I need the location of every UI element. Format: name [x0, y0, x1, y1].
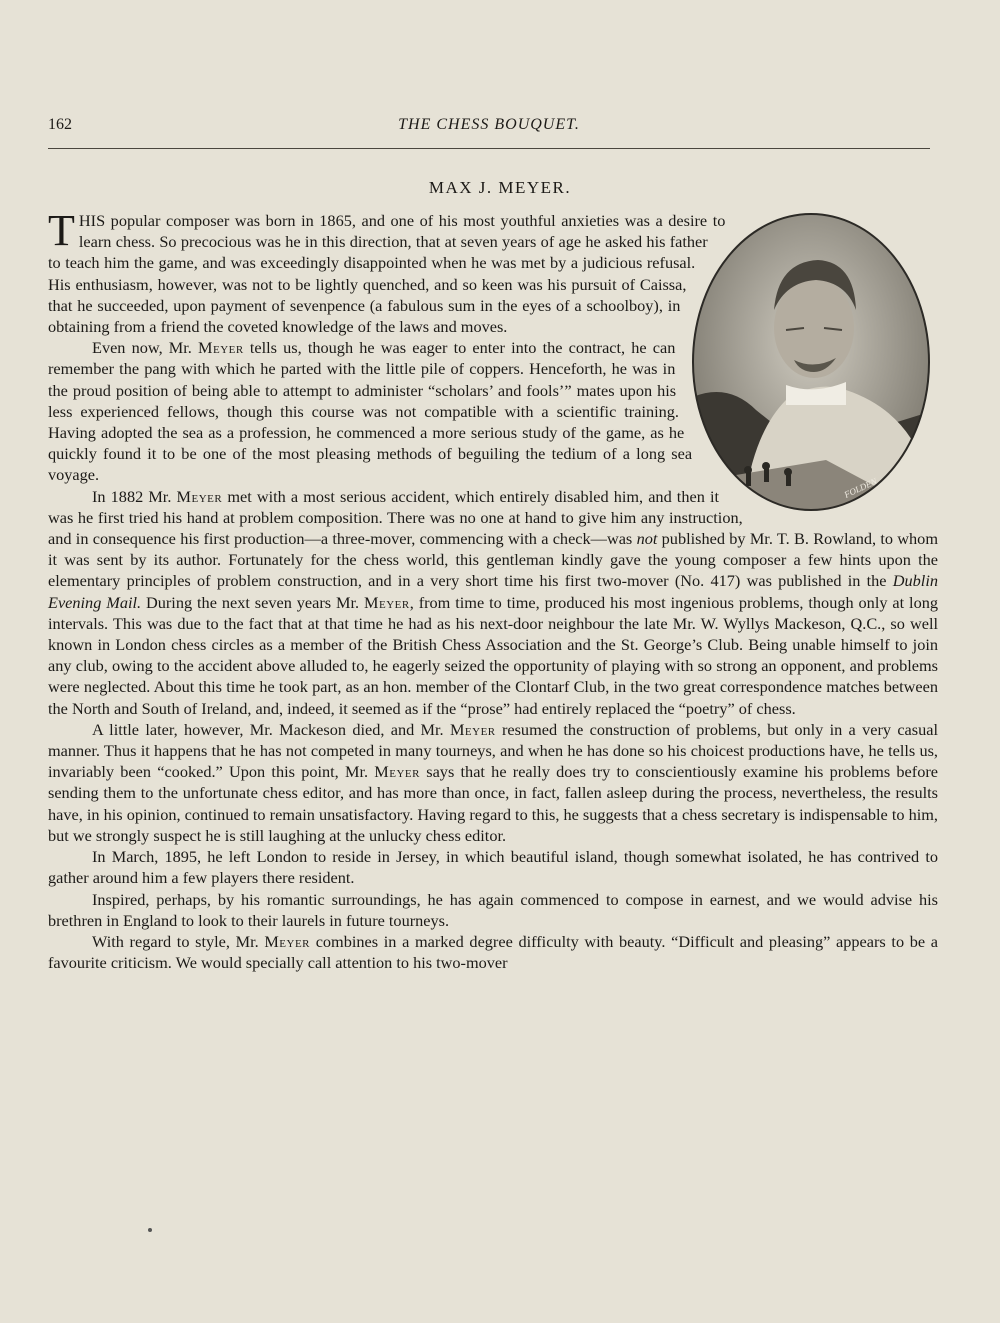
- drop-cap: T: [48, 206, 75, 255]
- p7-text-b: combines in a marked degree difficulty with beauty. “Difficult and pleasing” appears to be a favourite criticism. We would specially call attention to his two-mover: [48, 931, 938, 973]
- newspaper-title: Dublin Evening Mail.: [48, 571, 938, 612]
- paragraph-7: [48, 931, 938, 973]
- running-title: THE CHESS BOUQUET.: [398, 116, 580, 133]
- p3-text-d: During the next seven years Mr.: [141, 592, 365, 612]
- portrait-illustration: [686, 210, 936, 540]
- p3-text-b: met with a most serious accident, which entirely disabled him, and then it was he first tried his hand at problem composition. There was no one at hand to give him any instruction, and in consequence his first production—a three-mover, commencing with a check—was: [48, 486, 743, 549]
- p4-text-b: resumed the construction of problems, but only in a very casual manner. Thus it happens that he has not competed in many tourneys, and when he has done so his choicest productions have, he tells us, invariably been “cooked.” Upon this point, Mr.: [48, 719, 939, 782]
- paragraph-5: In March, 1895, he left London to reside in Jersey, in which beautiful island, though somewhat isolated, he has contrived to gather around him a few players there resident.: [48, 847, 938, 888]
- name-smallcaps: Meyer: [449, 719, 496, 739]
- name-smallcaps: Meyer: [374, 762, 420, 782]
- article-title: MAX J. MEYER.: [428, 178, 572, 197]
- name-smallcaps: Meyer: [176, 486, 223, 506]
- paragraph-4: [48, 719, 938, 846]
- name-smallcaps: Meyer: [264, 931, 311, 951]
- article-body: [48, 206, 939, 973]
- emphasis-not: not: [636, 529, 658, 549]
- name-smallcaps: Meyer: [198, 338, 244, 358]
- p3-text-c: published by Mr. T. B. Rowland, to whom it was sent by its author. Fortunately for the chess world, this gentleman kindly gave the young composer a few hints upon the elementary principles of problem construction, and in a very short time his first two-mover (No. 417) was published in the: [48, 529, 938, 591]
- print-mark: [148, 1228, 152, 1232]
- portrait-photo: [686, 210, 936, 540]
- p4-text-a: A little later, however, Mr. Mackeson died, and Mr.: [92, 719, 450, 739]
- paragraph-6: Inspired, perhaps, by his romantic surroundings, he has again commenced to compose in earnest, and we would advise his brethren in England to look to their laurels in future tourneys.: [48, 889, 938, 930]
- name-smallcaps: Meyer: [364, 592, 410, 612]
- photographer-signature: FOLDEN: [842, 475, 879, 500]
- paragraph-1-text: HIS popular composer was born in 1865, and one of his most youthful anxieties was a desire to learn chess. So precocious was he in this direction, that at seven years of age he asked his father to teach him the game, and was exceedingly disappointed when he was met by a judicious refusal. His enthusiasm, however, was not to be lightly quenched, and so keen was his pursuit of Caissa, that he succeeded, upon payment of sevenpence (a fabulous sum in the eyes of a schoolboy), in obtaining from a friend the coveted knowledge of the laws and moves.: [48, 211, 726, 337]
- p4-text-c: says that he really does try to conscientiously examine his problems before sending them to the unfortunate chess editor, and has more than once, in fact, fallen asleep during the process, nevertheless, the results have, in his opinion, continued to remain unsatisfactory. Having regard to this, he suggests that a chess secretary is indispensable to him, but we strongly suspect he is still laughing at the unlucky chess editor.: [48, 762, 938, 845]
- header-rule: [48, 148, 930, 149]
- p3-text-e: , from time to time, produced his most ingenious problems, though only at long intervals. This was due to the fact that at that time he had as his next-door neighbour the late Mr. W. Wyllys Mackeson, Q.C., so well known in London chess circles as a member of the British Chess Association and the St. George’s Club. Being unable himself to join any club, owing to the accident above alluded to, he eagerly seized the opportunity of playing with so strong an opponent, and problems were neglected. About this time he took part, as an hon. member of the Clontarf Club, in the two great correspondence matches between the North and South of Ireland, and, indeed, it seemed as if the “prose” had entirely replaced the “poetry” of chess.: [48, 592, 939, 718]
- p3-text-a: In 1882 Mr.: [92, 486, 177, 506]
- page-header: [48, 116, 930, 140]
- page-number: 162: [48, 116, 72, 133]
- p2-text-b: tells us, though he was eager to enter into the contract, he can remember the pang with which he parted with the little pile of coppers. Henceforth, he was in the proud position of being able to attempt to administer “scholars’ and fools’” mates upon his less experienced fellows, though this course was not compatible with a scientific training. Having adopted the sea as a profession, he commenced a more serious study of the game, as he quickly found it to be one of the most pleasing methods of beguiling the tedium of a long sea voyage.: [48, 338, 693, 485]
- p7-text-a: With regard to style, Mr.: [92, 931, 265, 951]
- p2-text-a: Even now, Mr.: [92, 338, 199, 358]
